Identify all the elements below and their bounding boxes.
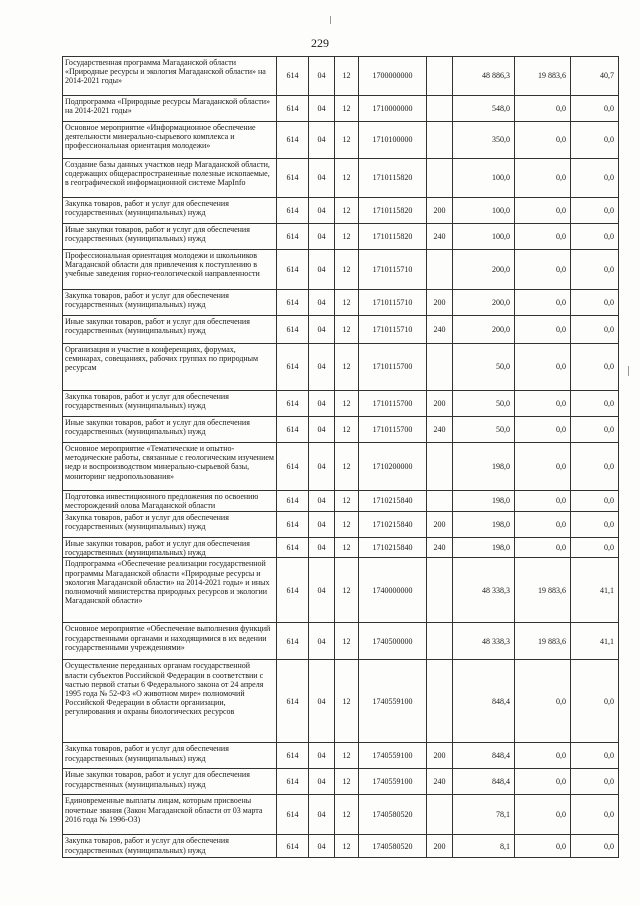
ministry-code: 614 xyxy=(277,159,309,198)
subsection-code: 12 xyxy=(335,122,359,159)
section-code: 04 xyxy=(309,316,335,344)
expense-type-code: 200 xyxy=(427,198,453,224)
expense-type-code: 200 xyxy=(427,391,453,417)
target-article-code: 1740580520 xyxy=(359,835,427,858)
table-row xyxy=(63,491,619,512)
ministry-code: 614 xyxy=(277,417,309,443)
ministry-code: 614 xyxy=(277,769,309,795)
section-code: 04 xyxy=(309,558,335,623)
subsection-code: 12 xyxy=(335,512,359,538)
execution-percent: 0,0 xyxy=(571,224,619,250)
budget-table xyxy=(62,56,619,858)
ministry-code: 614 xyxy=(277,558,309,623)
ministry-code: 614 xyxy=(277,795,309,835)
target-article-code: 1710115710 xyxy=(359,290,427,316)
section-code: 04 xyxy=(309,512,335,538)
amount-planned: 198,0 xyxy=(453,443,515,491)
ministry-code: 614 xyxy=(277,443,309,491)
amount-planned: 100,0 xyxy=(453,224,515,250)
expense-type-code xyxy=(427,443,453,491)
item-name: Организация и участие в конференциях, форумах, семинарах, совещаниях, рабочих группах по природным ресурсам xyxy=(63,344,277,391)
expense-type-code xyxy=(427,96,453,122)
expense-type-code xyxy=(427,250,453,290)
amount-planned: 350,0 xyxy=(453,122,515,159)
ministry-code: 614 xyxy=(277,512,309,538)
subsection-code: 12 xyxy=(335,491,359,512)
table-row xyxy=(63,96,619,122)
section-code: 04 xyxy=(309,443,335,491)
table-row xyxy=(63,290,619,316)
section-code: 04 xyxy=(309,250,335,290)
amount-planned: 848,4 xyxy=(453,660,515,743)
target-article-code: 1740559100 xyxy=(359,743,427,769)
target-article-code: 1710215840 xyxy=(359,538,427,558)
section-code: 04 xyxy=(309,159,335,198)
amount-planned: 8,1 xyxy=(453,835,515,858)
subsection-code: 12 xyxy=(335,443,359,491)
target-article-code: 1710200000 xyxy=(359,443,427,491)
execution-percent: 0,0 xyxy=(571,512,619,538)
amount-planned: 548,0 xyxy=(453,96,515,122)
table-row xyxy=(63,795,619,835)
target-article-code: 1740559100 xyxy=(359,769,427,795)
expense-type-code xyxy=(427,660,453,743)
item-name: Иные закупки товаров, работ и услуг для обеспечения государственных (муниципальных) нужд xyxy=(63,417,277,443)
expense-type-code xyxy=(427,57,453,96)
subsection-code: 12 xyxy=(335,769,359,795)
amount-planned: 200,0 xyxy=(453,290,515,316)
ministry-code: 614 xyxy=(277,660,309,743)
target-article-code: 1740580520 xyxy=(359,795,427,835)
amount-planned: 198,0 xyxy=(453,512,515,538)
expense-type-code xyxy=(427,795,453,835)
expense-type-code xyxy=(427,558,453,623)
subsection-code: 12 xyxy=(335,417,359,443)
amount-executed: 0,0 xyxy=(515,316,571,344)
amount-executed: 0,0 xyxy=(515,835,571,858)
section-code: 04 xyxy=(309,224,335,250)
amount-planned: 200,0 xyxy=(453,316,515,344)
section-code: 04 xyxy=(309,122,335,159)
amount-planned: 48 886,3 xyxy=(453,57,515,96)
expense-type-code: 200 xyxy=(427,835,453,858)
subsection-code: 12 xyxy=(335,623,359,660)
item-name: Профессиональная ориентация молодежи и школьников Магаданской области для привлечения к поступлению в учебные заведения горно-геологической направленности xyxy=(63,250,277,290)
item-name: Закупка товаров, работ и услуг для обеспечения государственных (муниципальных) нужд xyxy=(63,198,277,224)
target-article-code: 1710115710 xyxy=(359,316,427,344)
amount-executed: 0,0 xyxy=(515,769,571,795)
execution-percent: 0,0 xyxy=(571,250,619,290)
table-row xyxy=(63,122,619,159)
subsection-code: 12 xyxy=(335,391,359,417)
execution-percent: 0,0 xyxy=(571,122,619,159)
ministry-code: 614 xyxy=(277,224,309,250)
execution-percent: 0,0 xyxy=(571,835,619,858)
subsection-code: 12 xyxy=(335,743,359,769)
item-name: Закупка товаров, работ и услуг для обеспечения государственных (муниципальных) нужд xyxy=(63,743,277,769)
execution-percent: 0,0 xyxy=(571,743,619,769)
table-row xyxy=(63,660,619,743)
execution-percent: 41,1 xyxy=(571,623,619,660)
table-row xyxy=(63,198,619,224)
expense-type-code xyxy=(427,122,453,159)
amount-executed: 0,0 xyxy=(515,443,571,491)
subsection-code: 12 xyxy=(335,316,359,344)
subsection-code: 12 xyxy=(335,198,359,224)
target-article-code: 1710000000 xyxy=(359,96,427,122)
table-row xyxy=(63,743,619,769)
table-row xyxy=(63,558,619,623)
target-article-code: 1700000000 xyxy=(359,57,427,96)
item-name: Основное мероприятие «Информационное обеспечение деятельности минерально-сырьевого комплекса и профессиональная ориентация молодежи» xyxy=(63,122,277,159)
ministry-code: 614 xyxy=(277,250,309,290)
ministry-code: 614 xyxy=(277,290,309,316)
ministry-code: 614 xyxy=(277,316,309,344)
item-name: Подпрограмма «Обеспечение реализации государственной программы Магаданской области «Природные ресурсы и экология Магаданской области» на 2014-2021 годы» и иных полномочий министерства природных ресурсов и экологии Магаданской области» xyxy=(63,558,277,623)
execution-percent: 0,0 xyxy=(571,538,619,558)
item-name: Закупка товаров, работ и услуг для обеспечения государственных (муниципальных) нужд xyxy=(63,835,277,858)
table-row xyxy=(63,835,619,858)
item-name: Иные закупки товаров, работ и услуг для обеспечения государственных (муниципальных) нужд xyxy=(63,224,277,250)
target-article-code: 1740500000 xyxy=(359,623,427,660)
subsection-code: 12 xyxy=(335,224,359,250)
expense-type-code: 240 xyxy=(427,417,453,443)
amount-executed: 0,0 xyxy=(515,290,571,316)
amount-planned: 848,4 xyxy=(453,769,515,795)
execution-percent: 0,0 xyxy=(571,391,619,417)
target-article-code: 1710115710 xyxy=(359,250,427,290)
table-row xyxy=(63,538,619,558)
ministry-code: 614 xyxy=(277,122,309,159)
table-row xyxy=(63,623,619,660)
amount-planned: 48 338,3 xyxy=(453,558,515,623)
amount-planned: 198,0 xyxy=(453,491,515,512)
item-name: Закупка товаров, работ и услуг для обеспечения государственных (муниципальных) нужд xyxy=(63,290,277,316)
item-name: Иные закупки товаров, работ и услуг для обеспечения государственных (муниципальных) нужд xyxy=(63,538,277,558)
section-code: 04 xyxy=(309,344,335,391)
amount-planned: 200,0 xyxy=(453,250,515,290)
amount-executed: 0,0 xyxy=(515,250,571,290)
expense-type-code: 240 xyxy=(427,769,453,795)
expense-type-code xyxy=(427,623,453,660)
table-row xyxy=(63,159,619,198)
section-code: 04 xyxy=(309,743,335,769)
expense-type-code: 240 xyxy=(427,224,453,250)
execution-percent: 0,0 xyxy=(571,417,619,443)
item-name: Осуществление переданных органам государственной власти субъектов Российской Федерации в соответствии с частью первой статьи 6 Федерального закона от 24 апреля 1995 года № 52-ФЗ «О животном мире» полномочий Российской Федерации в области организации, регулирования и охраны биологических ресурсов xyxy=(63,660,277,743)
target-article-code: 1710100000 xyxy=(359,122,427,159)
subsection-code: 12 xyxy=(335,159,359,198)
amount-executed: 19 883,6 xyxy=(515,57,571,96)
target-article-code: 1710215840 xyxy=(359,491,427,512)
item-name: Иные закупки товаров, работ и услуг для обеспечения государственных (муниципальных) нужд xyxy=(63,769,277,795)
table-row xyxy=(63,224,619,250)
execution-percent: 0,0 xyxy=(571,159,619,198)
amount-executed: 0,0 xyxy=(515,491,571,512)
item-name: Государственная программа Магаданской области «Природные ресурсы и экология Магаданской области» на 2014-2021 годы» xyxy=(63,57,277,96)
item-name: Иные закупки товаров, работ и услуг для обеспечения государственных (муниципальных) нужд xyxy=(63,316,277,344)
section-code: 04 xyxy=(309,57,335,96)
section-code: 04 xyxy=(309,538,335,558)
amount-planned: 100,0 xyxy=(453,198,515,224)
ministry-code: 614 xyxy=(277,198,309,224)
section-code: 04 xyxy=(309,198,335,224)
target-article-code: 1710115820 xyxy=(359,224,427,250)
amount-planned: 848,4 xyxy=(453,743,515,769)
section-code: 04 xyxy=(309,623,335,660)
section-code: 04 xyxy=(309,835,335,858)
amount-executed: 0,0 xyxy=(515,743,571,769)
execution-percent: 41,1 xyxy=(571,558,619,623)
ministry-code: 614 xyxy=(277,96,309,122)
table-body xyxy=(63,57,619,858)
item-name: Подготовка инвестиционного предложения по освоению месторождений олова Магаданской области xyxy=(63,491,277,512)
table-row xyxy=(63,391,619,417)
amount-executed: 0,0 xyxy=(515,391,571,417)
page-number: 229 xyxy=(311,36,329,50)
execution-percent: 0,0 xyxy=(571,316,619,344)
expense-type-code: 240 xyxy=(427,538,453,558)
execution-percent: 0,0 xyxy=(571,660,619,743)
item-name: Единовременные выплаты лицам, которым присвоены почетные звания (Закон Магаданской области от 03 марта 2016 года № 1996-ОЗ) xyxy=(63,795,277,835)
table-row xyxy=(63,769,619,795)
amount-executed: 0,0 xyxy=(515,538,571,558)
expense-type-code: 200 xyxy=(427,512,453,538)
amount-planned: 50,0 xyxy=(453,344,515,391)
table-row xyxy=(63,250,619,290)
subsection-code: 12 xyxy=(335,290,359,316)
ministry-code: 614 xyxy=(277,623,309,660)
subsection-code: 12 xyxy=(335,96,359,122)
execution-percent: 0,0 xyxy=(571,290,619,316)
ministry-code: 614 xyxy=(277,391,309,417)
section-code: 04 xyxy=(309,290,335,316)
expense-type-code: 240 xyxy=(427,316,453,344)
item-name: Основное мероприятие «Обеспечение выполнения функций государственными органами и находящимися в их ведении государственными учреждениями» xyxy=(63,623,277,660)
amount-planned: 100,0 xyxy=(453,159,515,198)
subsection-code: 12 xyxy=(335,795,359,835)
item-name: Закупка товаров, работ и услуг для обеспечения государственных (муниципальных) нужд xyxy=(63,391,277,417)
ministry-code: 614 xyxy=(277,491,309,512)
ministry-code: 614 xyxy=(277,538,309,558)
amount-executed: 0,0 xyxy=(515,512,571,538)
target-article-code: 1710115700 xyxy=(359,417,427,443)
subsection-code: 12 xyxy=(335,558,359,623)
table-row xyxy=(63,417,619,443)
subsection-code: 12 xyxy=(335,250,359,290)
amount-planned: 50,0 xyxy=(453,391,515,417)
execution-percent: 0,0 xyxy=(571,198,619,224)
target-article-code: 1710115700 xyxy=(359,344,427,391)
section-code: 04 xyxy=(309,391,335,417)
section-code: 04 xyxy=(309,417,335,443)
target-article-code: 1710115820 xyxy=(359,159,427,198)
target-article-code: 1710115820 xyxy=(359,198,427,224)
table-row xyxy=(63,344,619,391)
amount-planned: 78,1 xyxy=(453,795,515,835)
expense-type-code: 200 xyxy=(427,743,453,769)
execution-percent: 40,7 xyxy=(571,57,619,96)
subsection-code: 12 xyxy=(335,344,359,391)
execution-percent: 0,0 xyxy=(571,769,619,795)
item-name: Закупка товаров, работ и услуг для обеспечения государственных (муниципальных) нужд xyxy=(63,512,277,538)
amount-executed: 0,0 xyxy=(515,159,571,198)
subsection-code: 12 xyxy=(335,835,359,858)
section-code: 04 xyxy=(309,491,335,512)
item-name: Подпрограмма «Природные ресурсы Магаданской области» на 2014-2021 годы» xyxy=(63,96,277,122)
subsection-code: 12 xyxy=(335,57,359,96)
target-article-code: 1710215840 xyxy=(359,512,427,538)
section-code: 04 xyxy=(309,96,335,122)
execution-percent: 0,0 xyxy=(571,96,619,122)
expense-type-code: 200 xyxy=(427,290,453,316)
target-article-code: 1740000000 xyxy=(359,558,427,623)
scan-mark xyxy=(628,366,629,376)
amount-executed: 19 883,6 xyxy=(515,558,571,623)
amount-planned: 50,0 xyxy=(453,417,515,443)
subsection-code: 12 xyxy=(335,538,359,558)
item-name: Основное мероприятие «Тематические и опытно-методические работы, связанные с геологическим изучением недр и воспроизводством минерально-сырьевой базы, мониторинг недропользования» xyxy=(63,443,277,491)
amount-executed: 0,0 xyxy=(515,660,571,743)
execution-percent: 0,0 xyxy=(571,344,619,391)
amount-planned: 198,0 xyxy=(453,538,515,558)
expense-type-code xyxy=(427,344,453,391)
item-name: Создание базы данных участков недр Магаданской области, содержащих общераспространенные полезные ископаемые, в географической информационной системе MapInfo xyxy=(63,159,277,198)
ministry-code: 614 xyxy=(277,344,309,391)
amount-executed: 0,0 xyxy=(515,344,571,391)
target-article-code: 1710115700 xyxy=(359,391,427,417)
section-code: 04 xyxy=(309,769,335,795)
amount-executed: 0,0 xyxy=(515,795,571,835)
target-article-code: 1740559100 xyxy=(359,660,427,743)
table-row xyxy=(63,443,619,491)
amount-planned: 48 338,3 xyxy=(453,623,515,660)
table-row xyxy=(63,57,619,96)
section-code: 04 xyxy=(309,795,335,835)
execution-percent: 0,0 xyxy=(571,443,619,491)
table-row xyxy=(63,512,619,538)
section-code: 04 xyxy=(309,660,335,743)
amount-executed: 0,0 xyxy=(515,122,571,159)
ministry-code: 614 xyxy=(277,835,309,858)
amount-executed: 0,0 xyxy=(515,96,571,122)
ministry-code: 614 xyxy=(277,57,309,96)
amount-executed: 19 883,6 xyxy=(515,623,571,660)
amount-executed: 0,0 xyxy=(515,198,571,224)
amount-executed: 0,0 xyxy=(515,224,571,250)
table-row xyxy=(63,316,619,344)
amount-executed: 0,0 xyxy=(515,417,571,443)
expense-type-code xyxy=(427,491,453,512)
execution-percent: 0,0 xyxy=(571,795,619,835)
scan-mark xyxy=(330,16,331,24)
ministry-code: 614 xyxy=(277,743,309,769)
execution-percent: 0,0 xyxy=(571,491,619,512)
expense-type-code xyxy=(427,159,453,198)
subsection-code: 12 xyxy=(335,660,359,743)
